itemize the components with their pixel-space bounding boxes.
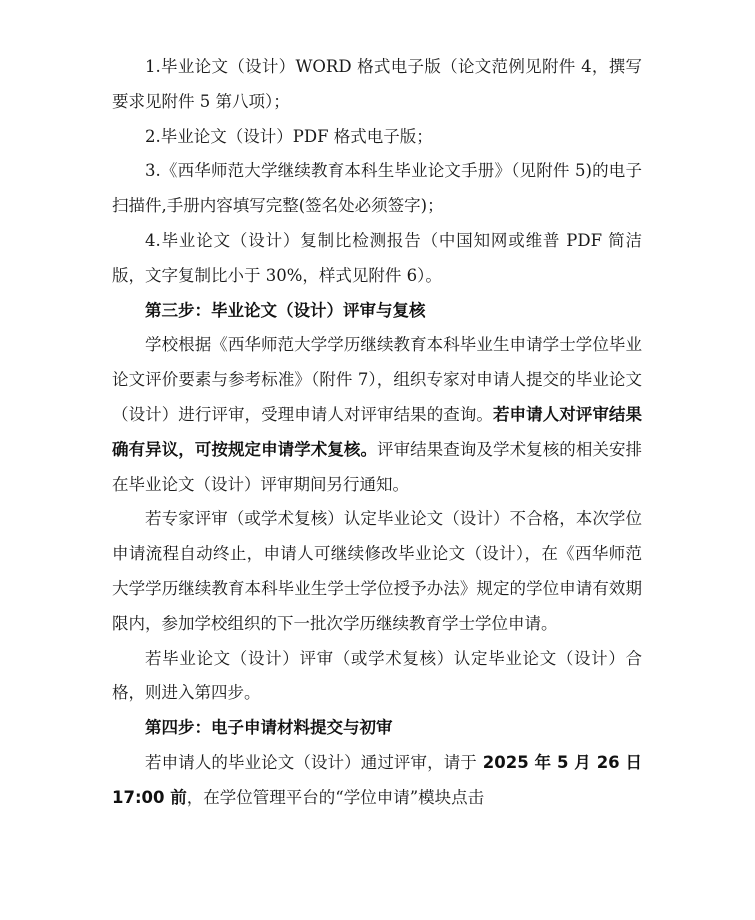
- step4-p1-bold: 2025 年 5 月 26 日 17:00 前: [112, 752, 642, 807]
- step3-paragraph-3: 若毕业论文（设计）评审（或学术复核）认定毕业论文（设计）合格，则进入第四步。: [112, 648, 642, 703]
- list-item-3: 3.《西华师范大学继续教育本科生毕业论文手册》（见附件 5)的电子扫描件,手册内容填写完整(签名处必须签字)；: [112, 161, 642, 216]
- list-item-2: 2.毕业论文（设计）PDF 格式电子版；: [145, 126, 433, 146]
- step4-p1-text-b: ，在学位管理平台的“学位申请”模块点击: [186, 787, 485, 807]
- list-item-1: 1.毕业论文（设计）WORD 格式电子版（论文范例见附件 4，撰写要求见附件 5 第八项）；: [112, 57, 642, 111]
- step4-p1-text-a: 若申请人的毕业论文（设计）通过评审，请于: [145, 752, 477, 772]
- document-page: [112, 50, 642, 816]
- step4-heading: 第四步：电子申请材料提交与初审: [145, 718, 393, 738]
- step4-paragraph-1: [112, 746, 642, 816]
- step3-paragraph-2: 若专家评审（或学术复核）认定毕业论文（设计）不合格，本次学位申请流程自动终止，申请人可继续修改毕业论文（设计），在《西华师范大学学历继续教育本科毕业生学士学位授予办法》规定的学位申请有效期限内，参加学校组织的下一批次学历继续教育学士学位申请。: [112, 509, 642, 633]
- list-item-4: 4.毕业论文（设计）复制比检测报告（中国知网或维普 PDF 简洁版，文字复制比小于 30%，样式见附件 6）。: [112, 230, 642, 285]
- step3-paragraph-1: [112, 328, 642, 502]
- step3-p1-text-b: 评审结果查询及学术复核的相关安排在毕业论文（设计）评审期间另行通知。: [112, 439, 643, 494]
- step3-p1-bold: 若申请人对评审结果确有异议，可按规定申请学术复核。: [112, 404, 643, 459]
- step3-p1-text-a: 学校根据《西华师范大学学历继续教育本科毕业生申请学士学位毕业论文评价要素与参考标准》（附件 7），组织专家对申请人提交的毕业论文（设计）进行评审，受理申请人对评审结果的查询。: [112, 335, 642, 424]
- step3-heading: 第三步：毕业论文（设计）评审与复核: [145, 300, 426, 320]
